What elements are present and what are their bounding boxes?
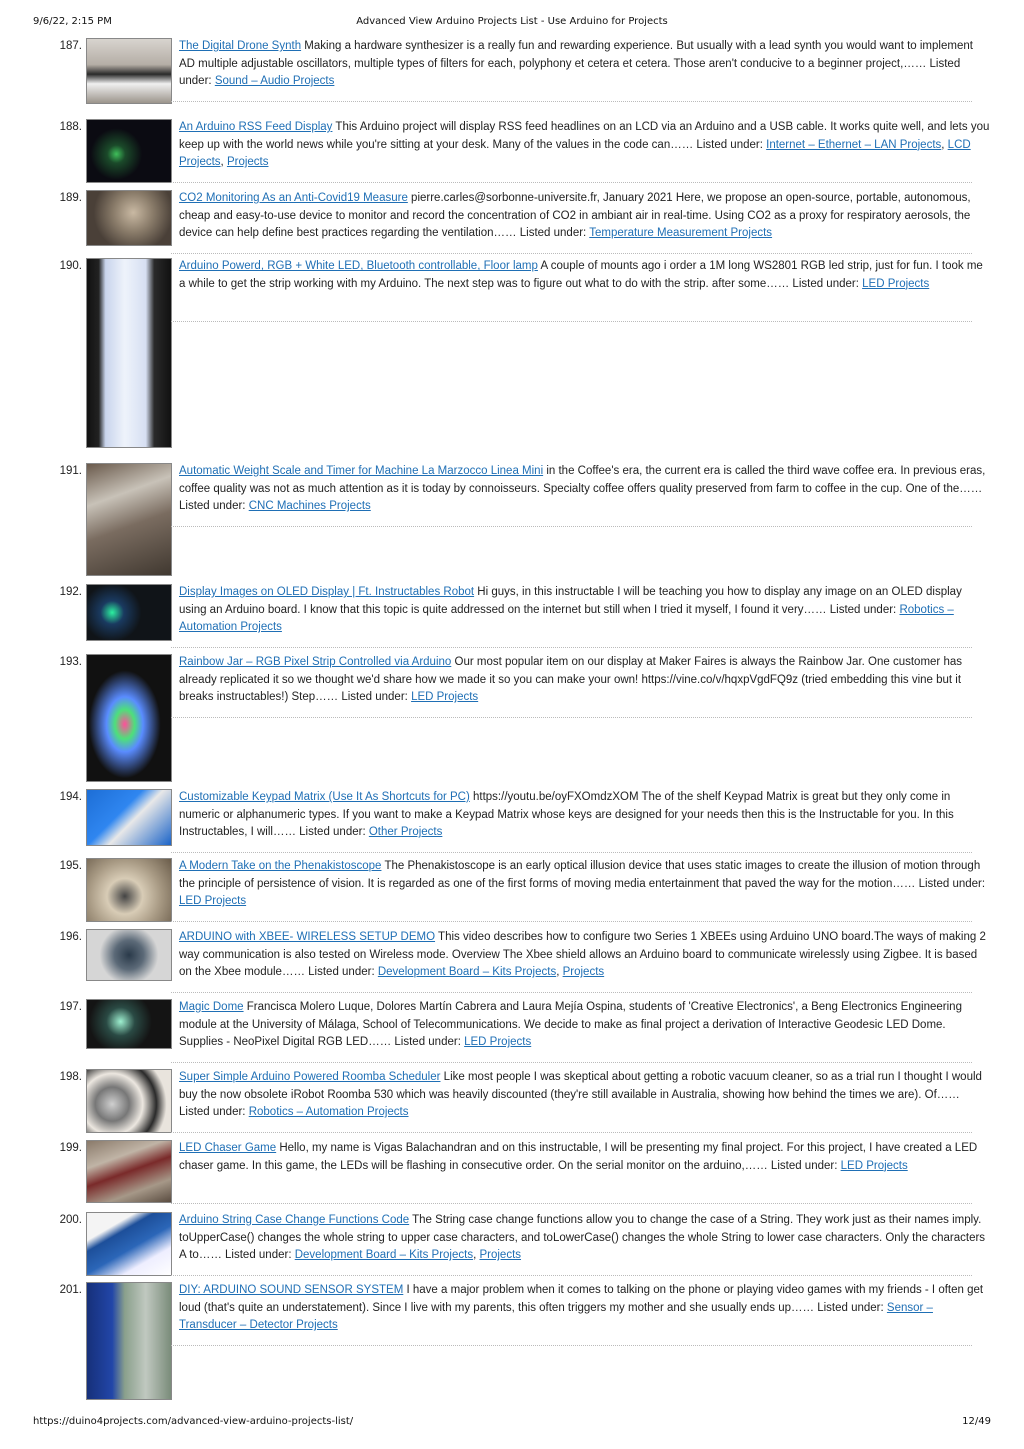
project-thumbnail[interactable] — [86, 190, 172, 246]
listed-under-label: Listed under: — [792, 277, 859, 290]
entry-number: 193. — [59, 656, 82, 668]
entry-text — [179, 1282, 990, 1335]
category-link[interactable]: LCD Projects — [179, 138, 971, 168]
project-title-link[interactable]: CO2 Monitoring As an Anti-Covid19 Measure — [179, 192, 408, 204]
entry-divider — [171, 1345, 972, 1346]
project-description: Making a hardware synthesizer is a really fun and rewarding experience. But usually with a lead synth you would want to implement AD multiple adjustable oscillators, multiple types of filters for each, polyphony et cetera et cetera. Those aren't conducive to a beginner project,…… — [179, 40, 973, 70]
project-entry — [0, 929, 1024, 999]
listed-under-label: Listed under: — [829, 603, 897, 616]
listed-under-label: Listed under: — [770, 1159, 838, 1172]
entry-number: 187. — [59, 40, 82, 52]
entry-divider — [171, 852, 972, 853]
entry-number: 195. — [59, 860, 82, 872]
entry-text — [179, 1140, 990, 1175]
entry-divider — [171, 1062, 972, 1063]
project-description: This video describes how to configure two Series 1 XBEEs using Arduino UNO board.The ways of making 2 way communication is also tested on Wireless mode. Overview The Xbee shield allows an Arduino board to communicate wirelessly using Zigbee. It is based on the Xbee module…… — [179, 931, 986, 978]
project-title-link[interactable]: LED Chaser Game — [179, 1142, 277, 1154]
project-entry — [0, 999, 1024, 1069]
project-description: I have a major problem when it comes to talking on the phone or playing video games with my friends - I often get loud (that's quite an understatement). Since I live with my parents, this often triggers my mother and she usually ends up…… — [179, 1284, 984, 1314]
print-footer — [0, 1416, 1024, 1430]
entry-number: 201. — [59, 1284, 82, 1296]
project-description: Hi guys, in this instructable I will be teaching you how to display any image on an OLED display using an Arduino board. I know that this topic is quite addressed on the internet but still when I tried it myself, I found it very…… — [179, 586, 962, 616]
listed-under-label: Listed under: — [179, 500, 246, 512]
project-thumbnail[interactable] — [86, 1069, 172, 1133]
listed-under-label: Listed under: — [341, 691, 408, 703]
entry-divider — [171, 992, 972, 993]
entry-divider — [171, 526, 972, 527]
print-page-number: 12/49 — [962, 1416, 991, 1427]
listed-under-label: Listed under: — [817, 1301, 884, 1314]
entry-number: 197. — [59, 1001, 82, 1013]
listed-under-label: Listed under: — [394, 1036, 461, 1048]
project-title-link[interactable]: Rainbow Jar – RGB Pixel Strip Controlled via Arduino — [179, 656, 452, 668]
project-entry — [0, 463, 1024, 584]
entry-divider — [171, 182, 972, 183]
project-description: Like most people I was skeptical about getting a robotic vacuum cleaner, so as a trial run I thought I would buy the now obsolete iRobot Roomba 530 which was heavily discounted (they're still available in Australia, showing how behind the times we are). Of…… — [179, 1071, 982, 1101]
entry-text — [179, 38, 990, 91]
project-title-link[interactable]: Arduino Powerd, RGB + White LED, Bluetooth controllable, Floor lamp — [179, 260, 538, 272]
entry-text: ARDUINO with XBEE- WIRELESS SETUP DEMO This video describes how to configure two Series 1 XBEEs using Arduino UNO board.The ways of making 2 way communication is also tested on Wireless mode. Overview The Xbee shield allows an Arduino board to communicate wirelessly using Zigbee. It is based on the Xbee module…… Listed under: Development Board – Kits Projects, Projects — [179, 931, 986, 978]
category-link[interactable]: LED Projects — [840, 1159, 908, 1172]
project-title-link[interactable]: A Modern Take on the Phenakistoscope — [179, 860, 382, 872]
project-title-link[interactable]: An Arduino RSS Feed Display — [179, 121, 333, 133]
project-entry — [0, 1212, 1024, 1282]
project-entry — [0, 190, 1024, 258]
project-title-link[interactable]: Magic Dome — [179, 1001, 244, 1013]
category-link[interactable]: Internet – Ethernet – LAN Projects — [766, 138, 942, 151]
project-thumbnail[interactable] — [86, 584, 172, 641]
project-title-link[interactable]: ARDUINO with XBEE- WIRELESS SETUP DEMO — [179, 931, 436, 943]
project-description: Our most popular item on our display at Maker Faires is always the Rainbow Jar. One customer has already replicated it so we thought we'd share how we made it so you can make your own! https://vine.co/v/hqxpVgdFQ9z (tried embedding this vine but it breaks instructables!) Step…… — [179, 656, 962, 703]
project-entry — [0, 258, 1024, 463]
listed-under-label: Listed under: — [918, 877, 986, 890]
project-entry — [0, 38, 1024, 119]
category-link[interactable]: LED Projects — [862, 277, 930, 290]
project-description: Hello, my name is Vigas Balachandran and on this instructable, I will be presenting my final project. For this project, I have created a LED chaser game. In this game, the LEDs will be flashing in consecutive order. On the serial monitor on the arduino,…… — [179, 1142, 978, 1172]
project-thumbnail[interactable] — [86, 119, 172, 183]
category-link[interactable]: Robotics – Automation Projects — [179, 603, 954, 633]
listed-under-label: Listed under: — [225, 1249, 292, 1261]
project-entry — [0, 789, 1024, 858]
category-link[interactable]: Sensor – Transducer – Detector Projects — [179, 1301, 933, 1331]
listed-under-label: Listed under: — [179, 57, 961, 87]
print-datetime: 9/6/22, 2:15 PM — [33, 16, 112, 27]
project-thumbnail[interactable] — [86, 463, 172, 576]
entry-divider — [171, 321, 972, 322]
entry-divider — [171, 101, 972, 102]
category-link[interactable]: Projects — [479, 1249, 522, 1261]
project-description: The String case change functions allow you to change the case of a String. They work just as their names imply. toUpperCase() changes the whole string to upper case characters, and toLowerCase() changes the whole String to lower case characters. Only the characters A to…… — [179, 1214, 986, 1261]
print-page-title: Advanced View Arduino Projects List - Use Arduino for Projects — [356, 16, 668, 27]
category-link[interactable]: Other Projects — [368, 826, 443, 838]
project-description: The Phenakistoscope is an early optical illusion device that uses static images to create the illusion of motion through the principle of persistence of vision. It is regarded as one of the first forms of moving media entertainment that paved the way for the motion…… — [179, 860, 981, 890]
project-thumbnail[interactable] — [86, 258, 172, 448]
entry-divider — [171, 253, 972, 254]
project-title-link[interactable]: The Digital Drone Synth — [179, 40, 302, 52]
project-title-link[interactable]: Arduino String Case Change Functions Code — [179, 1214, 410, 1226]
entry-text — [179, 789, 990, 842]
category-link[interactable]: Robotics – Automation Projects — [248, 1106, 409, 1118]
project-description: pierre.carles@sorbonne-universite.fr, January 2021 Here, we propose an open-source, portable, autonomous, cheap and easy-to-use device to monitor and record the concentration of CO2 in ambiant air in real-time. Using CO2 as a proxy for respiratory aerosols, the device can help define best practices regarding the ventilation…… — [179, 192, 971, 239]
project-entry — [0, 1140, 1024, 1212]
project-thumbnail[interactable] — [86, 654, 172, 782]
project-description: A couple of mounts ago i order a 1M long WS2801 RGB led strip, just for fun. I took me a while to get the strip working with my Arduino. The next step was to figure out what to do with the strip. after some…… — [179, 260, 983, 290]
entry-divider — [171, 1203, 972, 1204]
entry-number: 192. — [59, 586, 82, 598]
listed-under-label: Listed under: — [696, 138, 763, 151]
entry-number: 190. — [59, 260, 82, 272]
project-entry — [0, 119, 1024, 190]
entry-number: 189. — [59, 192, 82, 204]
entry-divider — [171, 1132, 972, 1133]
category-link[interactable]: LED Projects — [179, 895, 247, 907]
project-thumbnail[interactable] — [86, 789, 172, 846]
print-url: https://duino4projects.com/advanced-view-arduino-projects-list/ — [33, 1416, 354, 1427]
project-thumbnail[interactable] — [86, 999, 172, 1049]
project-thumbnail[interactable] — [86, 929, 172, 981]
project-list — [0, 38, 1024, 1402]
project-description: https://youtu.be/oyFXOmdzXOM The of the shelf Keypad Matrix is great but they only come in numeric or alphanumeric types. If you want to make a Keypad Matrix whose keys are designed for your needs then this is the Instructable for you. In this Instructables, I will…… — [179, 791, 954, 838]
category-link[interactable]: Development Board – Kits Projects — [377, 966, 557, 978]
entry-number: 191. — [59, 465, 82, 477]
project-title-link[interactable]: Customizable Keypad Matrix (Use It As Shortcuts for PC) — [179, 791, 470, 803]
entry-text — [179, 654, 990, 707]
listed-under-label: Listed under: — [519, 227, 587, 239]
entry-text — [179, 190, 990, 243]
listed-under-label: Listed under: — [179, 1106, 246, 1118]
entry-text — [179, 258, 990, 293]
project-entry — [0, 654, 1024, 789]
entry-number: 200. — [59, 1214, 82, 1226]
project-thumbnail[interactable] — [86, 1282, 172, 1400]
project-entry — [0, 1282, 1024, 1402]
entry-number: 194. — [59, 791, 82, 803]
entry-number: 199. — [59, 1142, 82, 1154]
listed-under-label: Listed under: — [299, 826, 366, 838]
category-link[interactable]: Temperature Measurement Projects — [589, 227, 773, 239]
entry-text: An Arduino RSS Feed Display This Arduino project will display RSS feed headlines on an LCD via an Arduino and a USB cable. It works quite well, and lets you keep up with the world news while you're sitting at your desk. Many of the values in the code can…… Listed under: Internet – Ethernet – LAN Projects, LCD Projects, Projects — [179, 121, 990, 168]
category-link[interactable]: LED Projects — [411, 691, 479, 703]
entry-number: 188. — [59, 121, 82, 133]
entry-number: 198. — [59, 1071, 82, 1083]
project-entry — [0, 1069, 1024, 1140]
entry-text — [179, 1069, 990, 1122]
print-header — [0, 16, 1024, 30]
category-link[interactable]: LED Projects — [464, 1036, 532, 1048]
project-entry — [0, 584, 1024, 654]
project-description: This Arduino project will display RSS feed headlines on an LCD via an Arduino and a USB cable. It works quite well, and lets you keep up with the world news while you're sitting at your desk. Many of the values in the code can…… — [179, 121, 990, 151]
listed-under-label: Listed under: — [308, 966, 375, 978]
project-thumbnail[interactable] — [86, 1212, 172, 1276]
category-link[interactable]: Sound – Audio Projects — [214, 75, 335, 87]
project-title-link[interactable]: Display Images on OLED Display | Ft. Instructables Robot — [179, 586, 475, 598]
entry-text — [179, 463, 990, 516]
entry-divider — [171, 921, 972, 922]
project-thumbnail[interactable] — [86, 858, 172, 922]
entry-text — [179, 858, 990, 911]
project-entry — [0, 858, 1024, 929]
entry-text: Arduino String Case Change Functions Code The String case change functions allow you to change the case of a String. They work just as their names imply. toUpperCase() changes the whole string to upper case characters, and toLowerCase() changes the whole String to lower case characters. Only the characters A to…… Listed under: Development Board – Kits Projects, Projects — [179, 1214, 986, 1261]
project-title-link[interactable]: Super Simple Arduino Powered Roomba Scheduler — [179, 1071, 441, 1083]
category-link[interactable]: Projects — [562, 966, 605, 978]
entry-divider — [171, 717, 972, 718]
entry-divider — [171, 1275, 972, 1276]
project-description: Francisca Molero Luque, Dolores Martín Cabrera and Laura Mejía Ospina, students of 'Creative Electronics', a Beng Electronics Engineering module at the University of Málaga, School of Telecommunications. We decide to make as final project a derivation of Interactive Geodesic LED Dome. Supplies - NeoPixel Digital RGB LED…… — [179, 1001, 962, 1048]
entry-number: 196. — [59, 931, 82, 943]
entry-text — [179, 999, 990, 1052]
project-thumbnail[interactable] — [86, 1140, 172, 1203]
project-title-link[interactable]: Automatic Weight Scale and Timer for Machine La Marzocco Linea Mini — [179, 465, 544, 477]
category-link[interactable]: Development Board – Kits Projects — [294, 1249, 474, 1261]
entry-text — [179, 584, 990, 637]
project-title-link[interactable]: DIY: ARDUINO SOUND SENSOR SYSTEM — [179, 1284, 404, 1296]
category-link[interactable]: Projects — [226, 156, 269, 168]
category-link[interactable]: CNC Machines Projects — [248, 500, 371, 512]
project-description: in the Coffee's era, the current era is called the third wave coffee era. In previous eras, coffee quality was not as much attention as it is today by connoisseurs. Specialty coffee offers quality preserved from farm to coffee in the cup. One of the…… — [179, 465, 986, 495]
project-thumbnail[interactable] — [86, 38, 172, 104]
entry-divider — [171, 647, 972, 648]
